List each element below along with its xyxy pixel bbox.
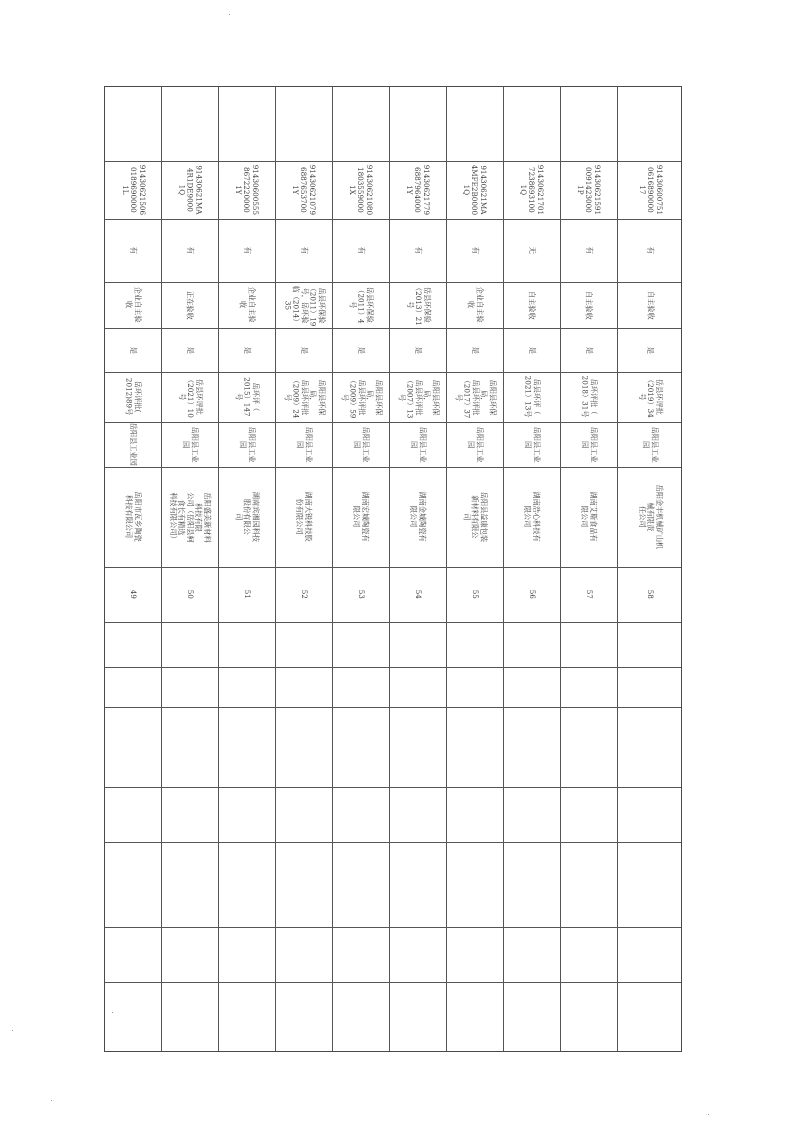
cell-text-accepted: 是 <box>129 346 139 354</box>
cell-text-park: 岳阳县工业园 <box>129 422 139 467</box>
cell-credit-code <box>275 161 332 219</box>
cell-text-no: 54 <box>413 589 423 600</box>
cell-text-park: 岳阳县工业 园 <box>641 426 660 463</box>
cell-park <box>617 422 683 467</box>
cell-text-credit-code: 91430621701 7238693100 1Q <box>519 164 546 216</box>
row-divider <box>105 667 681 668</box>
cell-text-accepted: 是 <box>413 346 423 354</box>
cell-accepted <box>332 328 389 372</box>
cell-text-permit: 有 <box>299 246 309 255</box>
cell-text-credit-code: 91430621080 1803559000 1X <box>348 164 375 216</box>
cell-park <box>218 422 275 467</box>
cell-text-no: 58 <box>646 589 656 600</box>
cell-text-acceptance: 企业自主验 收 <box>238 287 257 323</box>
scan-speck <box>708 1114 709 1115</box>
cell-text-name: 湖南艾斯食品有限公司 <box>580 491 599 543</box>
cell-text-credit-code: 91430600555 8672220000 1Y <box>234 164 261 216</box>
cell-text-no: 49 <box>129 589 139 600</box>
cell-park <box>161 422 218 467</box>
cell-accepted <box>275 328 332 372</box>
cell-no <box>446 567 503 622</box>
cell-text-accepted: 是 <box>242 346 252 354</box>
cell-acceptance <box>161 282 218 328</box>
cell-credit-code <box>161 161 218 219</box>
cell-text-permit: 有 <box>356 246 366 255</box>
cell-text-name: 湖南大锐科技股份有限公司 <box>295 491 314 543</box>
cell-no <box>560 567 617 622</box>
cell-text-acceptance: 企业自主验 收 <box>124 287 143 323</box>
cell-name <box>617 467 683 567</box>
cell-credit-code <box>218 161 275 219</box>
cell-name <box>105 467 161 567</box>
cell-text-permit: 有 <box>470 246 480 255</box>
cell-text-park: 岳阳县工业 园 <box>580 426 599 463</box>
cell-text-approval: 岳环评（ 2015）147 号 <box>234 377 261 417</box>
cell-text-name: 湖南金城陶瓷有限公司 <box>409 491 428 543</box>
cell-text-no: 56 <box>527 589 537 600</box>
cell-text-accepted: 是 <box>356 346 366 354</box>
cell-text-no: 51 <box>242 589 252 600</box>
cell-text-name: 湖南浩心科技有限公司 <box>523 491 542 543</box>
cell-credit-code <box>446 161 503 219</box>
cell-text-permit: 有 <box>413 246 423 255</box>
cell-text-credit-code: 91430621506 0189690000 1L <box>120 164 147 216</box>
cell-text-accepted: 是 <box>584 346 594 354</box>
cell-acceptance <box>105 282 161 328</box>
cell-permit <box>275 219 332 282</box>
cell-text-approval: 岳阳县环保 局， 岳县环评批 （2017）37 号 <box>453 376 497 418</box>
cell-text-approval: 岳县环评（ 2021）13号 <box>523 376 542 418</box>
cell-no <box>161 567 218 622</box>
enterprise-table <box>104 86 682 1052</box>
row-divider <box>105 982 681 983</box>
cell-text-no: 57 <box>584 589 594 600</box>
cell-name <box>503 467 560 567</box>
cell-acceptance <box>389 282 446 328</box>
cell-no <box>218 567 275 622</box>
cell-permit <box>617 219 683 282</box>
cell-park <box>105 422 161 467</box>
cell-acceptance <box>218 282 275 328</box>
cell-text-permit: 有 <box>129 246 139 255</box>
cell-text-accepted: 是 <box>646 346 656 354</box>
cell-text-credit-code: 91430621591 0091423000 1P <box>576 164 603 216</box>
cell-text-name: 岳阳县益康包装新材料有限公 司 <box>462 491 489 543</box>
cell-no <box>503 567 560 622</box>
cell-park <box>389 422 446 467</box>
cell-text-no: 53 <box>356 589 366 600</box>
cell-text-approval: 岳环评批（ 2018）31号 <box>580 376 599 418</box>
cell-text-credit-code: 91430621779 6887964000 1Y <box>405 164 432 216</box>
row-divider <box>105 927 681 928</box>
cell-no <box>332 567 389 622</box>
cell-text-accepted: 是 <box>299 346 309 354</box>
cell-text-accepted: 是 <box>527 346 537 354</box>
cell-text-approval: 岳环评批( 2012)89号 <box>125 378 143 416</box>
cell-permit <box>560 219 617 282</box>
cell-accepted <box>105 328 161 372</box>
cell-text-name: 湖南宾湘园科技股份有限公 司 <box>234 491 261 543</box>
cell-name <box>161 467 218 567</box>
cell-park <box>275 422 332 467</box>
cell-name <box>275 467 332 567</box>
cell-approval <box>389 372 446 422</box>
cell-permit <box>332 219 389 282</box>
cell-approval <box>218 372 275 422</box>
cell-accepted <box>560 328 617 372</box>
cell-text-acceptance: 自主验收 <box>584 290 594 320</box>
cell-text-permit: 有 <box>185 246 195 255</box>
cell-text-no: 52 <box>299 589 309 600</box>
cell-park <box>560 422 617 467</box>
cell-text-approval: 岳县环评批 （2021）10 号 <box>177 376 204 418</box>
row-divider <box>105 707 681 708</box>
cell-text-permit: 无 <box>527 246 537 255</box>
cell-accepted <box>161 328 218 372</box>
cell-text-credit-code: 91430621MA 4MFE2B0000 1Q <box>462 164 489 216</box>
cell-name <box>389 467 446 567</box>
cell-no <box>105 567 161 622</box>
cell-text-acceptance: 岳县环保验 （2011）4 号 <box>348 286 375 324</box>
cell-text-no: 50 <box>185 589 195 600</box>
cell-text-permit: 有 <box>242 246 252 255</box>
cell-text-credit-code: 91430621079 6887653700 1Y <box>291 164 318 216</box>
cell-text-acceptance: 岳县环保验 （2013）21 号 <box>405 284 432 326</box>
cell-name <box>560 467 617 567</box>
cell-credit-code <box>332 161 389 219</box>
cell-approval <box>275 372 332 422</box>
cell-text-credit-code: 91430621MA 4R1DE9000 1Q <box>177 165 204 215</box>
cell-permit <box>446 219 503 282</box>
cell-approval <box>105 372 161 422</box>
cell-name <box>332 467 389 567</box>
cell-accepted <box>503 328 560 372</box>
cell-permit <box>389 219 446 282</box>
cell-credit-code <box>105 161 161 219</box>
cell-permit <box>161 219 218 282</box>
cell-accepted <box>617 328 683 372</box>
cell-text-approval: 岳阳县环保 局， 岳县环评批 （2007）13 号 <box>396 376 440 418</box>
cell-text-park: 岳阳县工业 园 <box>409 426 428 463</box>
cell-credit-code <box>503 161 560 219</box>
cell-permit <box>105 219 161 282</box>
cell-approval <box>503 372 560 422</box>
cell-permit <box>503 219 560 282</box>
cell-text-park: 岳阳县工业 园 <box>181 426 200 463</box>
scan-speck <box>12 1030 13 1031</box>
cell-credit-code <box>560 161 617 219</box>
cell-permit <box>218 219 275 282</box>
cell-text-approval: 岳阳县环保 局， 岳县环评批 （2009）24 号 <box>282 376 326 418</box>
cell-park <box>332 422 389 467</box>
cell-acceptance <box>503 282 560 328</box>
cell-text-park: 岳阳县工业 园 <box>523 426 542 463</box>
cell-text-name: 岳阳市瓦乡陶瓷科技有限公司 <box>125 491 143 543</box>
cell-credit-code <box>389 161 446 219</box>
cell-text-name: 岳阳盛美新材料科技有限 公司（岳阳县柯食长有精选 科技有限公司） <box>168 491 212 543</box>
cell-text-approval: 岳阳县环保 局， 岳县环评批 （2009）59 号 <box>339 376 383 418</box>
cell-text-park: 岳阳县工业 园 <box>466 426 485 463</box>
scan-speck <box>229 14 230 15</box>
cell-name <box>218 467 275 567</box>
cell-text-permit: 有 <box>646 246 656 255</box>
cell-credit-code <box>617 161 683 219</box>
cell-accepted <box>446 328 503 372</box>
cell-text-park: 岳阳县工业 园 <box>295 426 314 463</box>
scan-speck <box>51 1100 52 1101</box>
cell-text-no: 55 <box>470 589 480 600</box>
cell-no <box>275 567 332 622</box>
cell-text-approval: 岳县环评批 （2019）34 号 <box>637 376 664 418</box>
cell-approval <box>446 372 503 422</box>
row-divider <box>105 787 681 788</box>
cell-text-acceptance: 自主验收 <box>646 290 656 320</box>
cell-accepted <box>389 328 446 372</box>
cell-text-name: 岳阳金丰机械矿山机械有限责 任公司 <box>637 484 664 550</box>
cell-park <box>503 422 560 467</box>
cell-acceptance <box>275 282 332 328</box>
cell-acceptance <box>617 282 683 328</box>
scan-speck <box>112 1012 113 1013</box>
cell-text-accepted: 是 <box>185 346 195 354</box>
row-divider <box>105 622 681 623</box>
cell-text-acceptance: 正在验收 <box>185 290 195 320</box>
cell-text-credit-code: 91430600751 0616890000 17 <box>637 164 664 216</box>
cell-accepted <box>218 328 275 372</box>
cell-text-accepted: 是 <box>470 346 480 354</box>
cell-no <box>389 567 446 622</box>
cell-text-park: 岳阳县工业 园 <box>238 426 257 463</box>
cell-approval <box>560 372 617 422</box>
cell-text-acceptance: 自主验收 <box>527 290 537 320</box>
cell-text-acceptance: 岳县环保验 （2011）19 号，岳环验 临（2014） 35 <box>282 284 326 326</box>
cell-name <box>446 467 503 567</box>
cell-no <box>617 567 683 622</box>
cell-park <box>446 422 503 467</box>
cell-text-park: 岳阳县工业 园 <box>352 426 371 463</box>
cell-acceptance <box>446 282 503 328</box>
cell-approval <box>332 372 389 422</box>
cell-acceptance <box>332 282 389 328</box>
row-divider <box>105 842 681 843</box>
cell-text-permit: 有 <box>584 246 594 255</box>
cell-approval <box>617 372 683 422</box>
cell-text-acceptance: 企业自主验 收 <box>466 287 485 323</box>
cell-acceptance <box>560 282 617 328</box>
cell-approval <box>161 372 218 422</box>
cell-text-name: 湖南宏城陶瓷有限公司 <box>352 491 371 543</box>
